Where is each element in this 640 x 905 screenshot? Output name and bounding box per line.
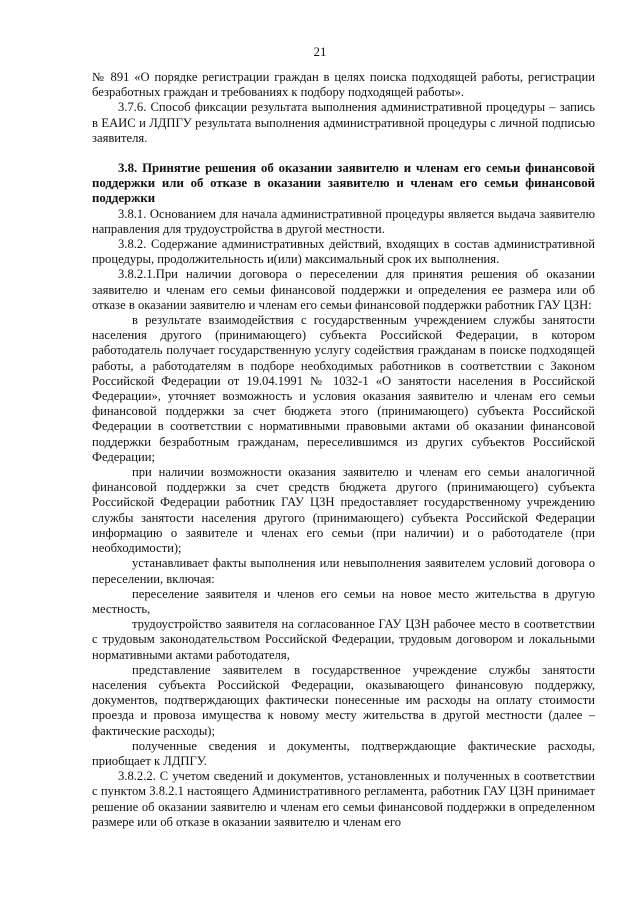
- paragraph: переселение заявителя и членов его семьи на новое место жительства в другую местность,: [92, 586, 595, 616]
- page-number: 21: [313, 44, 327, 59]
- paragraph: 3.8.2.2. С учетом сведений и документов, установленных и полученных в соответствии с пунктом 3.8.2.1 настоящего Административного регламента, работник ГАУ ЦЗН принимает решение об оказании заявителю и членам его семьи финансовой поддержки в определенном размере или об отказе в оказании заявителю и членам его: [92, 769, 595, 829]
- paragraph: полученные сведения и документы, подтверждающие фактические расходы, приобщает к ЛДПГУ.: [92, 738, 595, 768]
- paragraph: № 891 «О порядке регистрации граждан в целях поиска подходящей работы, регистрации безработных граждан и требованиях к подбору подходящей работы».: [92, 70, 595, 100]
- paragraph: при наличии возможности оказания заявителю и членам его семьи аналогичной финансовой поддержки за счет средств бюджета другого (принимающего) субъекта Российской Федерации работник ГАУ ЦЗН предоставляет государственному учреждению службы занятости населения другого (принимающего) субъекта Российской Федерации информацию о заявителе и членах его семьи (при наличии) и о работодателе (при необходимости);: [92, 465, 595, 556]
- spacer: [92, 146, 595, 161]
- paragraph: 3.8.2. Содержание административных действий, входящих в состав административной процедуры, продолжительность и(или) максимальный срок их выполнения.: [92, 237, 595, 267]
- section-heading: 3.8. Принятие решения об оказании заявителю и членам его семьи финансовой поддержки или об отказе в оказании заявителю и членам его семьи финансовой поддержки: [92, 161, 595, 206]
- paragraph: в результате взаимодействия с государственным учреждением службы занятости населения другого (принимающего) субъекта Российской Федерации, в котором работодатель получает государственную услугу содействия гражданам в поиске подходящей работы, а работодателям в подборе необходимых работников в соответствии с Законом Российской Федерации от 19.04.1991 № 1032-1 «О занятости населения в Российской Федерации», уточняет возможность и условия оказания заявителю и членам его семьи финансовой поддержки за счет бюджета этого (принимающего) субъекта Российской Федерации в соответствии с нормативными правовыми актами об оказании финансовой поддержки безработным гражданам, переселившимся из других субъектов Российской Федерации;: [92, 313, 595, 464]
- paragraph: представление заявителем в государственное учреждение службы занятости населения субъекта Российской Федерации, оказывающего финансовую поддержку, документов, подтверждающих фактически понесенные им расходы на оплату стоимости проезда и провоза имущества к новому месту жительства в другой местности (далее – фактические расходы);: [92, 662, 595, 738]
- document-body: [92, 70, 595, 830]
- paragraph: 3.7.6. Способ фиксации результата выполнения административной процедуры – запись в ЕАИС и ЛДПГУ результата выполнения административной процедуры с личной подписью заявителя.: [92, 100, 595, 145]
- paragraph: 3.8.1. Основанием для начала административной процедуры является выдача заявителю направления для трудоустройства в другой местности.: [92, 206, 595, 236]
- paragraph: 3.8.2.1.При наличии договора о переселении для принятия решения об оказании заявителю и членам его семьи финансовой поддержки и определения ее размера или об отказе в оказании заявителю и членам его семьи финансовой поддержки работник ГАУ ЦЗН:: [92, 267, 595, 312]
- paragraph: трудоустройство заявителя на согласованное ГАУ ЦЗН рабочее место в соответствии с трудовым законодательством Российской Федерации, трудовым договором и локальными нормативными актами работодателя,: [92, 617, 595, 662]
- paragraph: устанавливает факты выполнения или невыполнения заявителем условий договора о переселении, включая:: [92, 556, 595, 586]
